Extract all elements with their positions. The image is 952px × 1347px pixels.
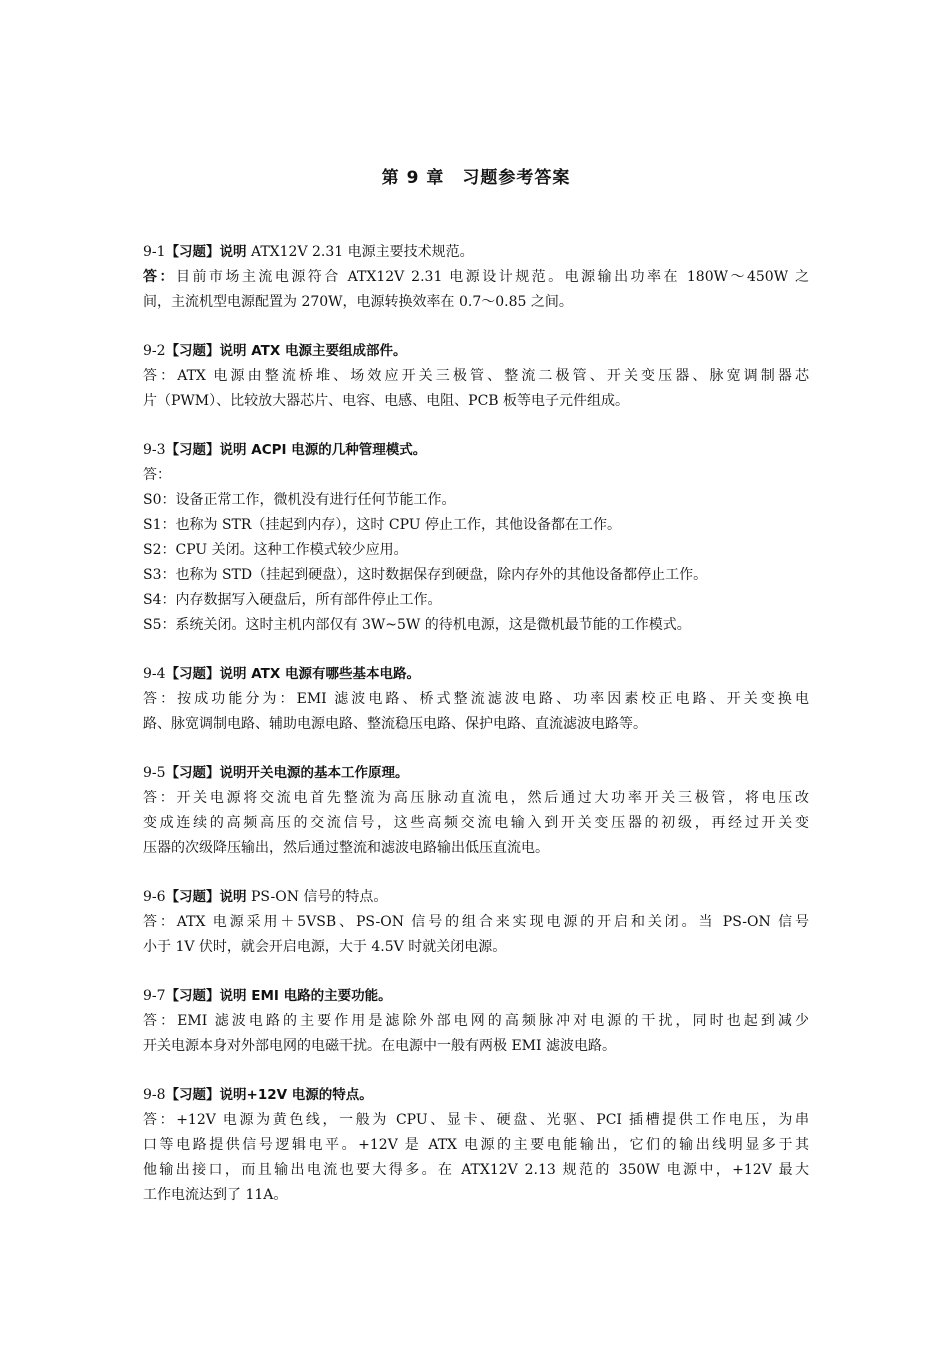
answer-line: 开关电源本身对外部电网的电磁干扰。在电源中一般有两极 EMI 滤波电路。 [143,1038,616,1054]
question-tag: 【习题】说明开关电源的基本工作原理。 [165,765,409,781]
answer-label: 答： [143,1112,177,1128]
question-tag: 【习题】说明 [165,1087,247,1103]
question-heading [143,1083,809,1108]
answer-line [143,1108,809,1133]
answer-label: 答： [143,368,178,384]
answer-text: ATX 电源采用＋5VSB、PS-ON 信号的组合来实现电源的开启和关闭。当 PS-ON 信号 [176,914,809,930]
answer-line [143,1009,809,1034]
answer-line-s5: S5：系统关闭。这时主机内部仅有 3W~5W 的待机电源，这是微机最节能的工作模式。 [143,617,691,633]
answer-line: 间，主流机型电源配置为 270W，电源转换效率在 0.7～0.85 之间。 [143,294,573,310]
exercise-9-5 [143,761,809,861]
answer-label: 答： [143,914,177,930]
question-number: 9-5 [143,765,166,781]
question-number: 9-6 [143,889,166,905]
answer-line-s4: S4：内存数据写入硬盘后，所有部件停止工作。 [143,592,442,608]
exercise-9-3 [143,438,809,638]
question-text: ATX 电源有哪些基本电路。 [246,666,420,682]
answer-line: 他输出接口，而且输出电流也要大得多。在 ATX12V 2.13 规范的 350W 电源中，+12V 最大 [143,1162,809,1178]
answer-text: 目前市场主流电源符合 ATX12V 2.31 电源设计规范。电源输出功率在 180W～450W 之 [175,269,810,285]
answer-line: 片（PWM）、比较放大器芯片、电容、电感、电阻、PCB 板等电子元件组成。 [143,393,630,409]
question-text: ATX 电源主要组成部件。 [246,343,407,359]
answer-line: 工作电流达到了 11A。 [143,1187,288,1203]
answer-text: 按成功能分为：EMI 滤波电路、桥式整流滤波电路、功率因素校正电路、开关变换电 [177,691,809,707]
question-number: 9-2 [143,343,166,359]
question-number: 9-1 [143,244,166,260]
exercise-9-6 [143,885,809,960]
question-number: 9-7 [143,988,166,1004]
answer-line-s2: S2：CPU 关闭。这种工作模式较少应用。 [143,542,408,558]
question-tag: 【习题】说明 [165,244,247,260]
question-heading [143,240,809,265]
question-heading [143,662,809,687]
exercise-9-2 [143,339,809,414]
answer-line [143,910,809,935]
answer-line-s3: S3：也称为 STD（挂起到硬盘），这时数据保存到硬盘，除内存外的其他设备都停止工作。 [143,567,708,583]
question-number: 9-4 [143,666,166,682]
exercise-9-8 [143,1083,809,1208]
answer-line: 路、脉宽调制电路、辅助电源电路、整流稳压电路、保护电路、直流滤波电路等。 [143,716,647,732]
question-heading [143,761,809,786]
question-tag: 【习题】说明 [165,666,247,682]
answer-line [143,687,809,712]
question-text: ACPI 电源的几种管理模式。 [246,442,427,458]
answer-label: 答： [143,790,177,806]
question-number: 9-8 [143,1087,166,1103]
answer-label: 答： [143,691,178,707]
question-text: PS-ON 信号的特点。 [246,889,388,905]
answer-text: ATX 电源由整流桥堆、场效应开关三极管、整流二极管、开关变压器、脉宽调制器芯 [177,368,809,384]
answer-text: +12V 电源为黄色线，一般为 CPU、显卡、硬盘、光驱、PCI 插槽提供工作电压，为串 [176,1112,809,1128]
answer-line-s0: S0：设备正常工作，微机没有进行任何节能工作。 [143,492,456,508]
question-heading [143,885,809,910]
answer-line: 变成连续的高频高压的交流信号，这些高频交流电输入到开关变压器的初级，再经过开关变 [143,815,809,831]
answer-text: 开关电源将交流电首先整流为高压脉动直流电，然后通过大功率开关三极管，将电压改 [176,790,809,806]
answer-line [143,786,809,811]
question-heading [143,339,809,364]
answer-label: 答： [143,269,176,285]
answer-line: 压器的次级降压输出，然后通过整流和滤波电路输出低压直流电。 [143,840,549,856]
answer-line-s1: S1：也称为 STR（挂起到内存），这时 CPU 停止工作，其他设备都在工作。 [143,517,622,533]
question-text: EMI 电路的主要功能。 [246,988,392,1004]
question-heading [143,438,809,463]
exercise-9-1 [143,240,809,315]
answer-line [143,364,809,389]
answer-line: 口等电路提供信号逻辑电平。+12V 是 ATX 电源的主要电能输出，它们的输出线明显多于其 [143,1137,809,1153]
exercise-9-4 [143,662,809,737]
answer-line: 小于 1V 伏时，就会开启电源，大于 4.5V 时就关闭电源。 [143,939,507,955]
answer-line [143,265,809,290]
question-tag: 【习题】说明 [165,988,247,1004]
answer-text: EMI 滤波电路的主要作用是滤除外部电网的高频脉冲对电源的干扰，同时也起到减少 [177,1013,809,1029]
page-title: 第 9 章 习题参考答案 [381,168,571,188]
question-tag: 【习题】说明 [165,889,247,905]
answer-label: 答： [143,1013,178,1029]
question-tag: 【习题】说明 [165,343,247,359]
question-number: 9-3 [143,442,166,458]
answer-label: 答： [143,467,171,483]
question-text: ATX12V 2.31 电源主要技术规范。 [246,244,474,260]
question-tag: 【习题】说明 [165,442,247,458]
question-text: +12V 电源的特点。 [246,1087,373,1103]
question-heading [143,984,809,1009]
exercise-list [143,240,809,1232]
exercise-9-7 [143,984,809,1059]
